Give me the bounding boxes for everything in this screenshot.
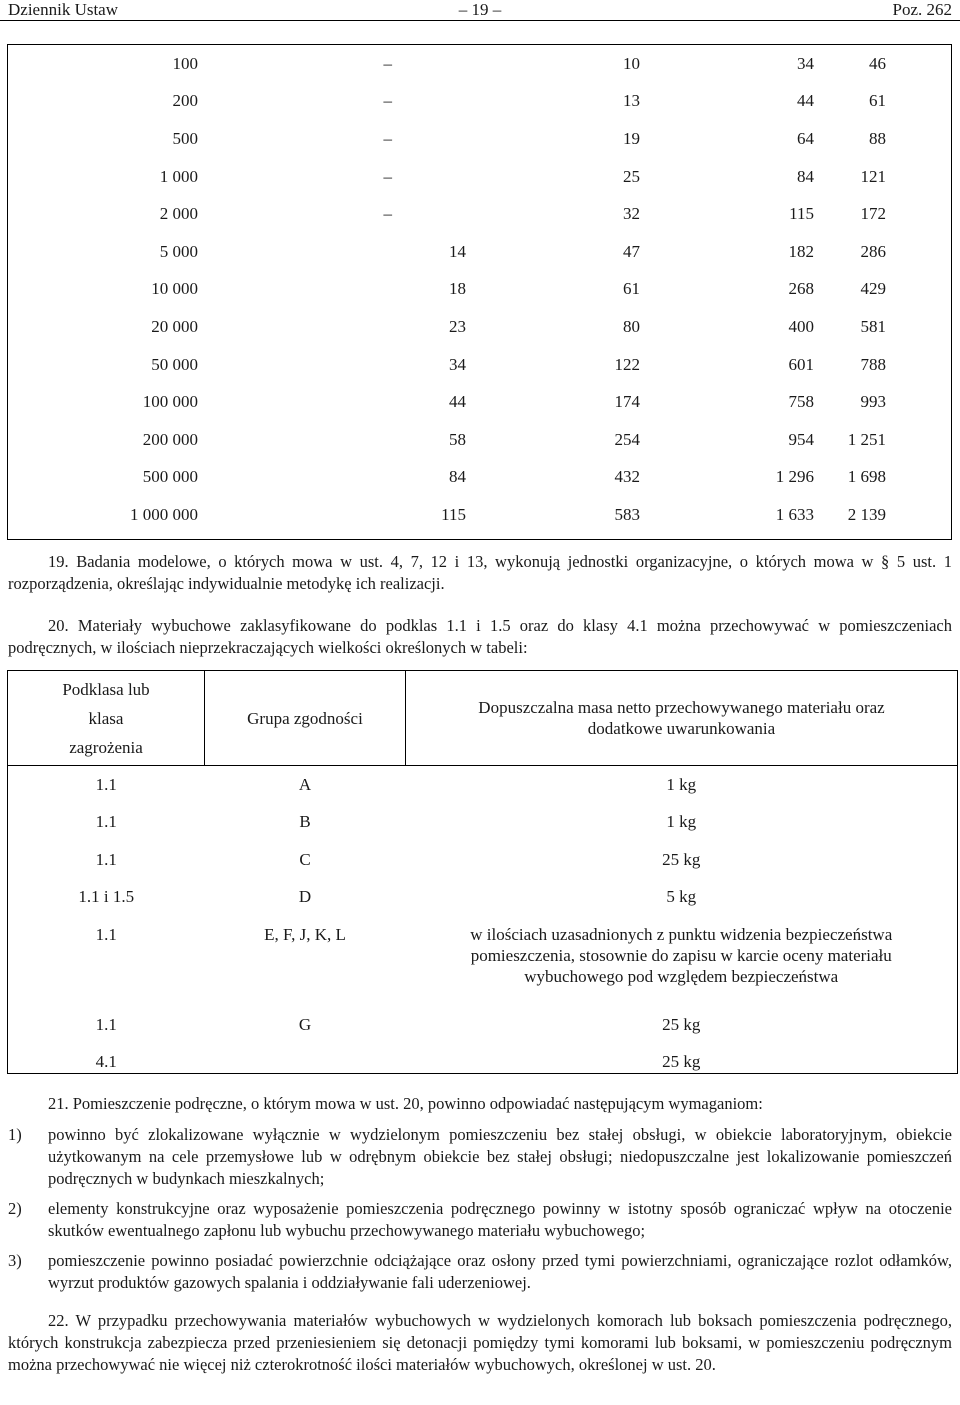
table-cell: 25 xyxy=(623,166,640,186)
table-row xyxy=(8,158,951,196)
table-row xyxy=(8,459,951,497)
table-row xyxy=(8,233,951,271)
table-cell: 13 xyxy=(623,91,640,111)
table-cell: 1 633 xyxy=(775,504,814,524)
table-cell: 954 xyxy=(788,429,814,449)
table-cell: 115 xyxy=(789,204,814,224)
cell-mass-line1: w ilościach uzasadnionych z punktu widzenia bezpieczeństwa xyxy=(470,925,893,944)
list-number: 1) xyxy=(8,1125,22,1144)
cell-group: B xyxy=(299,812,311,832)
table-row xyxy=(8,421,951,459)
header-allowed-mass-line1: Dopuszczalna masa netto przechowywanego materiału oraz xyxy=(478,698,885,717)
table-cell: 286 xyxy=(860,241,886,261)
table-cell: 10 000 xyxy=(151,279,198,299)
table-cell: 1 000 xyxy=(159,166,198,186)
cell-class: 1.1 xyxy=(95,1014,117,1034)
requirement-item-3 xyxy=(8,1250,952,1294)
cell-mass: 1 kg xyxy=(666,774,697,794)
table-cell: 172 xyxy=(860,204,886,224)
cell-group: E, F, J, K, L xyxy=(264,925,346,944)
table-cell: 581 xyxy=(860,316,886,336)
cell-mass: 25 kg xyxy=(662,849,701,869)
header-hazard-class-line2: klasa xyxy=(88,708,124,728)
table-header-row xyxy=(8,671,957,766)
table-cell: 429 xyxy=(860,279,886,299)
list-number: 3) xyxy=(8,1251,22,1270)
table-row xyxy=(8,1006,957,1044)
table-cell: 34 xyxy=(449,354,466,374)
table-row xyxy=(8,45,951,83)
header-hazard-class-line3: zagrożenia xyxy=(69,737,143,757)
table-cell: 115 xyxy=(441,504,466,524)
cell-mass-line2: pomieszczenia, stosownie do zapisu w karcie oceny materiału xyxy=(470,946,892,965)
table-cell: 80 xyxy=(623,316,640,336)
table-cell: 993 xyxy=(860,392,886,412)
cell-group: C xyxy=(299,849,311,869)
table-cell: 84 xyxy=(449,467,466,487)
table-cell: 58 xyxy=(449,429,466,449)
cell-class: 1.1 xyxy=(95,925,117,944)
table-cell: 400 xyxy=(788,316,814,336)
table-cell: 44 xyxy=(797,91,814,111)
position-number: Poz. 262 xyxy=(892,0,952,19)
table-cell: 61 xyxy=(623,279,640,299)
table-row xyxy=(8,804,957,842)
cell-mass xyxy=(406,916,958,1006)
table-cell: 61 xyxy=(869,91,886,111)
table-cell: 500 000 xyxy=(142,467,198,487)
table-cell: 10 xyxy=(623,53,640,73)
journal-title: Dziennik Ustaw xyxy=(8,0,119,19)
paragraph-21: 21. Pomieszczenie podręczne, o którym mowa w ust. 20, powinno odpowiadać następującym wymaganiom: xyxy=(48,1094,763,1113)
table-row xyxy=(8,383,951,421)
table-cell: 44 xyxy=(449,392,466,412)
table-row xyxy=(8,83,951,121)
cell-mass: 5 kg xyxy=(666,887,697,907)
table-cell: – xyxy=(383,128,392,148)
list-text: pomieszczenie powinno posiadać powierzchnie odciążające oraz osłony przed tymi powierzchniami, ograniczające rozlot odłamków, wyrzut produktów gazowych spalania i oddziaływanie fali uderzeniowej. xyxy=(48,1251,952,1292)
table-cell: 200 xyxy=(172,91,198,111)
table-cell: 50 000 xyxy=(151,354,198,374)
table-cell: 200 000 xyxy=(142,429,198,449)
cell-group xyxy=(205,1044,406,1082)
table-cell: 47 xyxy=(623,241,640,261)
page-header xyxy=(0,0,960,22)
table-cell: – xyxy=(383,53,392,73)
table-cell: 18 xyxy=(449,279,466,299)
table-cell: 14 xyxy=(449,241,466,261)
table-cell: 254 xyxy=(614,429,640,449)
table-row xyxy=(8,1044,957,1082)
cell-mass: 25 kg xyxy=(662,1052,701,1072)
cell-mass: 25 kg xyxy=(662,1014,701,1034)
table-cell: 84 xyxy=(797,166,814,186)
cell-group: A xyxy=(298,774,312,794)
table-cell: 788 xyxy=(860,354,886,374)
table-cell: 20 000 xyxy=(151,316,198,336)
cell-group: G xyxy=(298,1014,312,1034)
table-cell: 758 xyxy=(788,392,814,412)
table-cell: 32 xyxy=(623,204,640,224)
table-cell: 182 xyxy=(788,241,814,261)
paragraph-22: 22. W przypadku przechowywania materiałów wybuchowych w wydzielonych komorach lub boksach pomieszczenia podręcznego, których konstrukcja zabezpiecza przed przeniesieniem się detonacji pomiędzy tymi komorami lub boksami, w pomieszczeniu podręcznym można przechowywać nie więcej niż czterokrotność ilości materiałów wybuchowych, określonej w ust. 20. xyxy=(8,1311,952,1374)
table-cell: 88 xyxy=(869,128,886,148)
paragraph-20: 20. Materiały wybuchowe zaklasyfikowane do podklas 1.1 i 1.5 oraz do klasy 4.1 można przechowywać w pomieszczeniach podręcznych, w ilościach nieprzekraczających wielkości określonych w tabeli: xyxy=(8,616,952,657)
table-cell: – xyxy=(383,166,392,186)
header-allowed-mass-line2: dodatkowe uwarunkowania xyxy=(587,719,776,738)
table-cell: 1 000 000 xyxy=(130,504,198,524)
header-hazard-class-line1: Podklasa lub xyxy=(62,679,150,699)
header-allowed-mass xyxy=(406,671,958,766)
table-cell: 64 xyxy=(797,128,814,148)
cell-mass-line3: wybuchowego pod względem bezpieczeństwa xyxy=(524,967,839,986)
table-cell: 500 xyxy=(172,128,198,148)
table-cell: 2 139 xyxy=(847,504,886,524)
table-cell: 2 000 xyxy=(159,204,198,224)
cell-mass: 1 kg xyxy=(666,812,697,832)
paragraph-19: 19. Badania modelowe, o których mowa w ust. 4, 7, 12 i 13, wykonują jednostki organizacyjne, o których mowa w § 5 ust. 1 rozporządzenia, określając indywidualnie metodykę ich realizacji. xyxy=(8,552,952,593)
table-cell: 268 xyxy=(788,279,814,299)
table-row xyxy=(8,195,951,233)
quantity-table xyxy=(7,44,952,540)
table-cell: 23 xyxy=(449,316,466,336)
table-cell: 432 xyxy=(614,467,640,487)
table-cell: 1 296 xyxy=(775,467,814,487)
cell-class: 1.1 xyxy=(95,812,117,832)
list-number: 2) xyxy=(8,1199,22,1218)
table-cell: 583 xyxy=(614,504,640,524)
table-cell: 19 xyxy=(623,128,640,148)
table-row xyxy=(8,271,951,309)
table-row xyxy=(8,308,951,346)
table-cell: 1 698 xyxy=(847,467,886,487)
cell-class: 1.1 xyxy=(95,774,117,794)
table-cell: 122 xyxy=(614,354,640,374)
table-row xyxy=(8,879,957,917)
requirement-item-1 xyxy=(8,1124,952,1190)
cell-group: D xyxy=(298,887,312,907)
header-rule xyxy=(0,20,960,21)
table-cell: 100 000 xyxy=(142,392,198,412)
table-row xyxy=(8,916,957,1006)
list-text: powinno być zlokalizowane wyłącznie w wydzielonym pomieszczeniu bez stałej obsługi, w obiekcie laboratoryjnym, obiekcie użytkowanym na cele przemysłowe lub w odrębnym obiekcie bez stałej obsługi; niedopuszczalne jest lokalizowanie pomieszczeń podręcznych w budynkach mieszkalnych; xyxy=(48,1125,952,1188)
table-row xyxy=(8,841,957,879)
table-cell: 34 xyxy=(797,53,814,73)
cell-class: 1.1 i 1.5 xyxy=(78,887,135,907)
header-hazard-class xyxy=(8,671,205,766)
table-cell: 601 xyxy=(788,354,814,374)
table-cell: 5 000 xyxy=(159,241,198,261)
storage-limits-table xyxy=(7,670,958,1074)
table-cell: 121 xyxy=(860,166,886,186)
table-cell: 100 xyxy=(172,53,198,73)
table-cell: 1 251 xyxy=(847,429,886,449)
table-cell: 174 xyxy=(614,392,640,412)
table-row xyxy=(8,120,951,158)
table-cell: – xyxy=(383,91,392,111)
table-row xyxy=(8,766,957,804)
page-number: – 19 – xyxy=(458,0,502,19)
requirement-item-2 xyxy=(8,1198,952,1242)
cell-class: 1.1 xyxy=(95,849,117,869)
list-text: elementy konstrukcyjne oraz wyposażenie pomieszczenia podręcznego powinny w istotny sposób ograniczać wpływ na otoczenie skutków ewentualnego zapłonu lub wybuchu przechowywanego materiału wybuchowego; xyxy=(48,1199,952,1240)
table-cell: 46 xyxy=(869,53,886,73)
table-row xyxy=(8,496,951,534)
table-row xyxy=(8,346,951,384)
cell-class: 4.1 xyxy=(95,1052,117,1072)
table-cell: – xyxy=(383,204,392,224)
header-compatibility-group: Grupa zgodności xyxy=(205,671,406,766)
